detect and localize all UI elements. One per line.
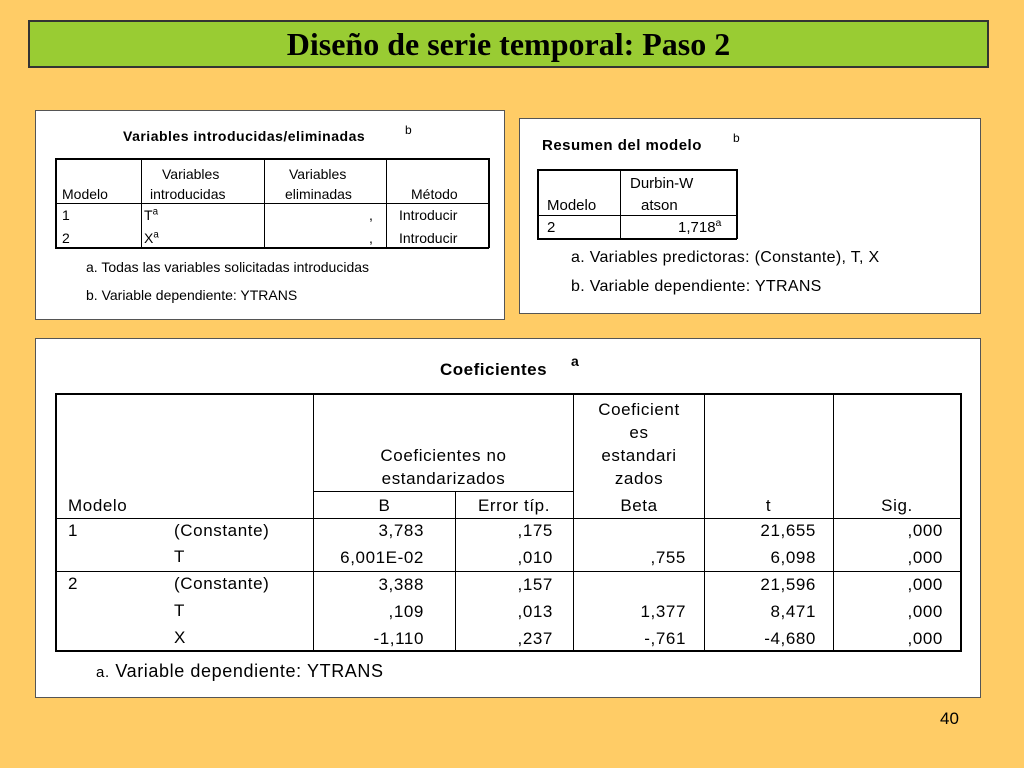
header-modelo: Modelo [62,186,108,202]
header-durbin-watson: atson [641,197,678,214]
row-error: ,237 [517,629,553,648]
table-left-border [537,169,539,239]
row1-metodo: Introducir [399,207,458,223]
footnote-a: a. Variables predictoras: (Constante), T, X [571,249,880,266]
table-bottom-border [537,238,737,240]
column-divider [704,393,705,651]
header-no-std: estandarizados [381,469,506,488]
row-t: 21,655 [760,521,816,540]
row-modelo: 2 [547,219,556,236]
table-left-border [55,393,57,651]
header-error: Error típ. [477,496,551,515]
model-summary-panel [519,118,981,314]
row-t: -4,680 [764,629,816,648]
column-divider [573,393,574,651]
model-summary-title: Resumen del modelo [542,137,702,154]
row1-modelo: 1 [62,207,70,223]
row-sig: ,000 [907,575,943,594]
row-variable: T [174,601,185,620]
page-number: 40 [940,709,959,728]
row-t: 8,471 [770,602,816,621]
column-divider [313,393,314,651]
row-durbin-watson: 1,718$^a$ [678,217,722,236]
row-variable: (Constante) [174,521,270,540]
header-std: zados [614,469,664,488]
header-eliminadas: eliminadas [285,186,352,202]
header-std: Coeficient [598,400,680,419]
table-top-border [55,158,489,160]
footnote-a: a. Todas las variables solicitadas introducidas [86,259,370,275]
row-error: ,013 [517,602,553,621]
table-top-border [537,169,737,171]
row-sig: ,000 [907,602,943,621]
row-sig: ,000 [907,521,943,540]
table-right-border [960,393,962,651]
table-bottom-border [55,650,962,652]
row2-metodo: Introducir [399,230,458,246]
row-beta: ,755 [650,548,686,567]
header-beta: Beta [620,496,658,515]
header-b: B [378,496,391,515]
header-metodo: Método [411,186,458,202]
header-introducidas: introducidas [150,186,226,202]
coefficients-title: Coeficientes [440,360,548,379]
row-b: 6,001E-02 [340,548,424,567]
row-b: 3,783 [378,521,424,540]
row-error: ,175 [517,521,553,540]
row-error: ,010 [517,548,553,567]
header-modelo: Modelo [547,197,597,214]
header-durbin-watson: Durbin-W [630,175,694,192]
column-divider [833,393,834,651]
footnote-b: b. Variable dependiente: YTRANS [571,278,822,295]
table-right-border [736,169,738,239]
row-variable: (Constante) [174,574,270,593]
slide-title-bar [28,20,989,68]
footnote-b: b. Variable dependiente: YTRANS [86,287,298,303]
header-sig: Sig. [881,496,913,515]
variables-table-title-note: b [405,123,412,137]
header-std: estandari [601,446,677,465]
row-b: 3,388 [378,575,424,594]
table-bottom-border [55,247,489,249]
header-divider [55,518,962,519]
header-eliminadas: Variables [289,166,347,182]
row-sig: ,000 [907,548,943,567]
row-variable: T [174,547,185,566]
header-std: es [629,423,649,442]
model-divider [55,571,962,572]
header-divider [55,203,489,204]
coefficients-panel [35,338,981,698]
header-modelo: Modelo [68,496,128,515]
row-error: ,157 [517,575,553,594]
row-variable: X [174,628,186,647]
header-t: t [765,496,772,515]
row-modelo: 2 [68,574,79,593]
row2-introducidas: $X^a$ [144,229,159,246]
model-summary-title-note: b [733,131,740,145]
row-t: 6,098 [770,548,816,567]
row-b: ,109 [388,602,424,621]
row-beta: -,761 [644,629,686,648]
row1-eliminadas: , [369,207,373,223]
row2-eliminadas: , [369,230,373,246]
variables-table-panel [35,110,505,320]
coefficients-title-note: a [571,353,579,369]
header-no-std: Coeficientes no [380,446,507,465]
header-divider [313,491,573,492]
variables-table-title: Variables introducidas/eliminadas [123,128,366,144]
row-sig: ,000 [907,629,943,648]
row2-modelo: 2 [62,230,70,246]
column-divider [620,169,621,239]
footnote-a: a. Variable dependiente: YTRANS [96,661,384,681]
row1-introducidas: $T^a$ [144,206,159,223]
slide-title: Diseño de serie temporal: Paso 2 [286,25,731,62]
row-beta: 1,377 [640,602,686,621]
row-b: -1,110 [373,629,424,648]
row-t: 21,596 [760,575,816,594]
table-top-border [55,393,962,395]
header-introducidas: Variables [162,166,220,182]
header-divider [537,215,737,216]
row-modelo: 1 [68,521,79,540]
